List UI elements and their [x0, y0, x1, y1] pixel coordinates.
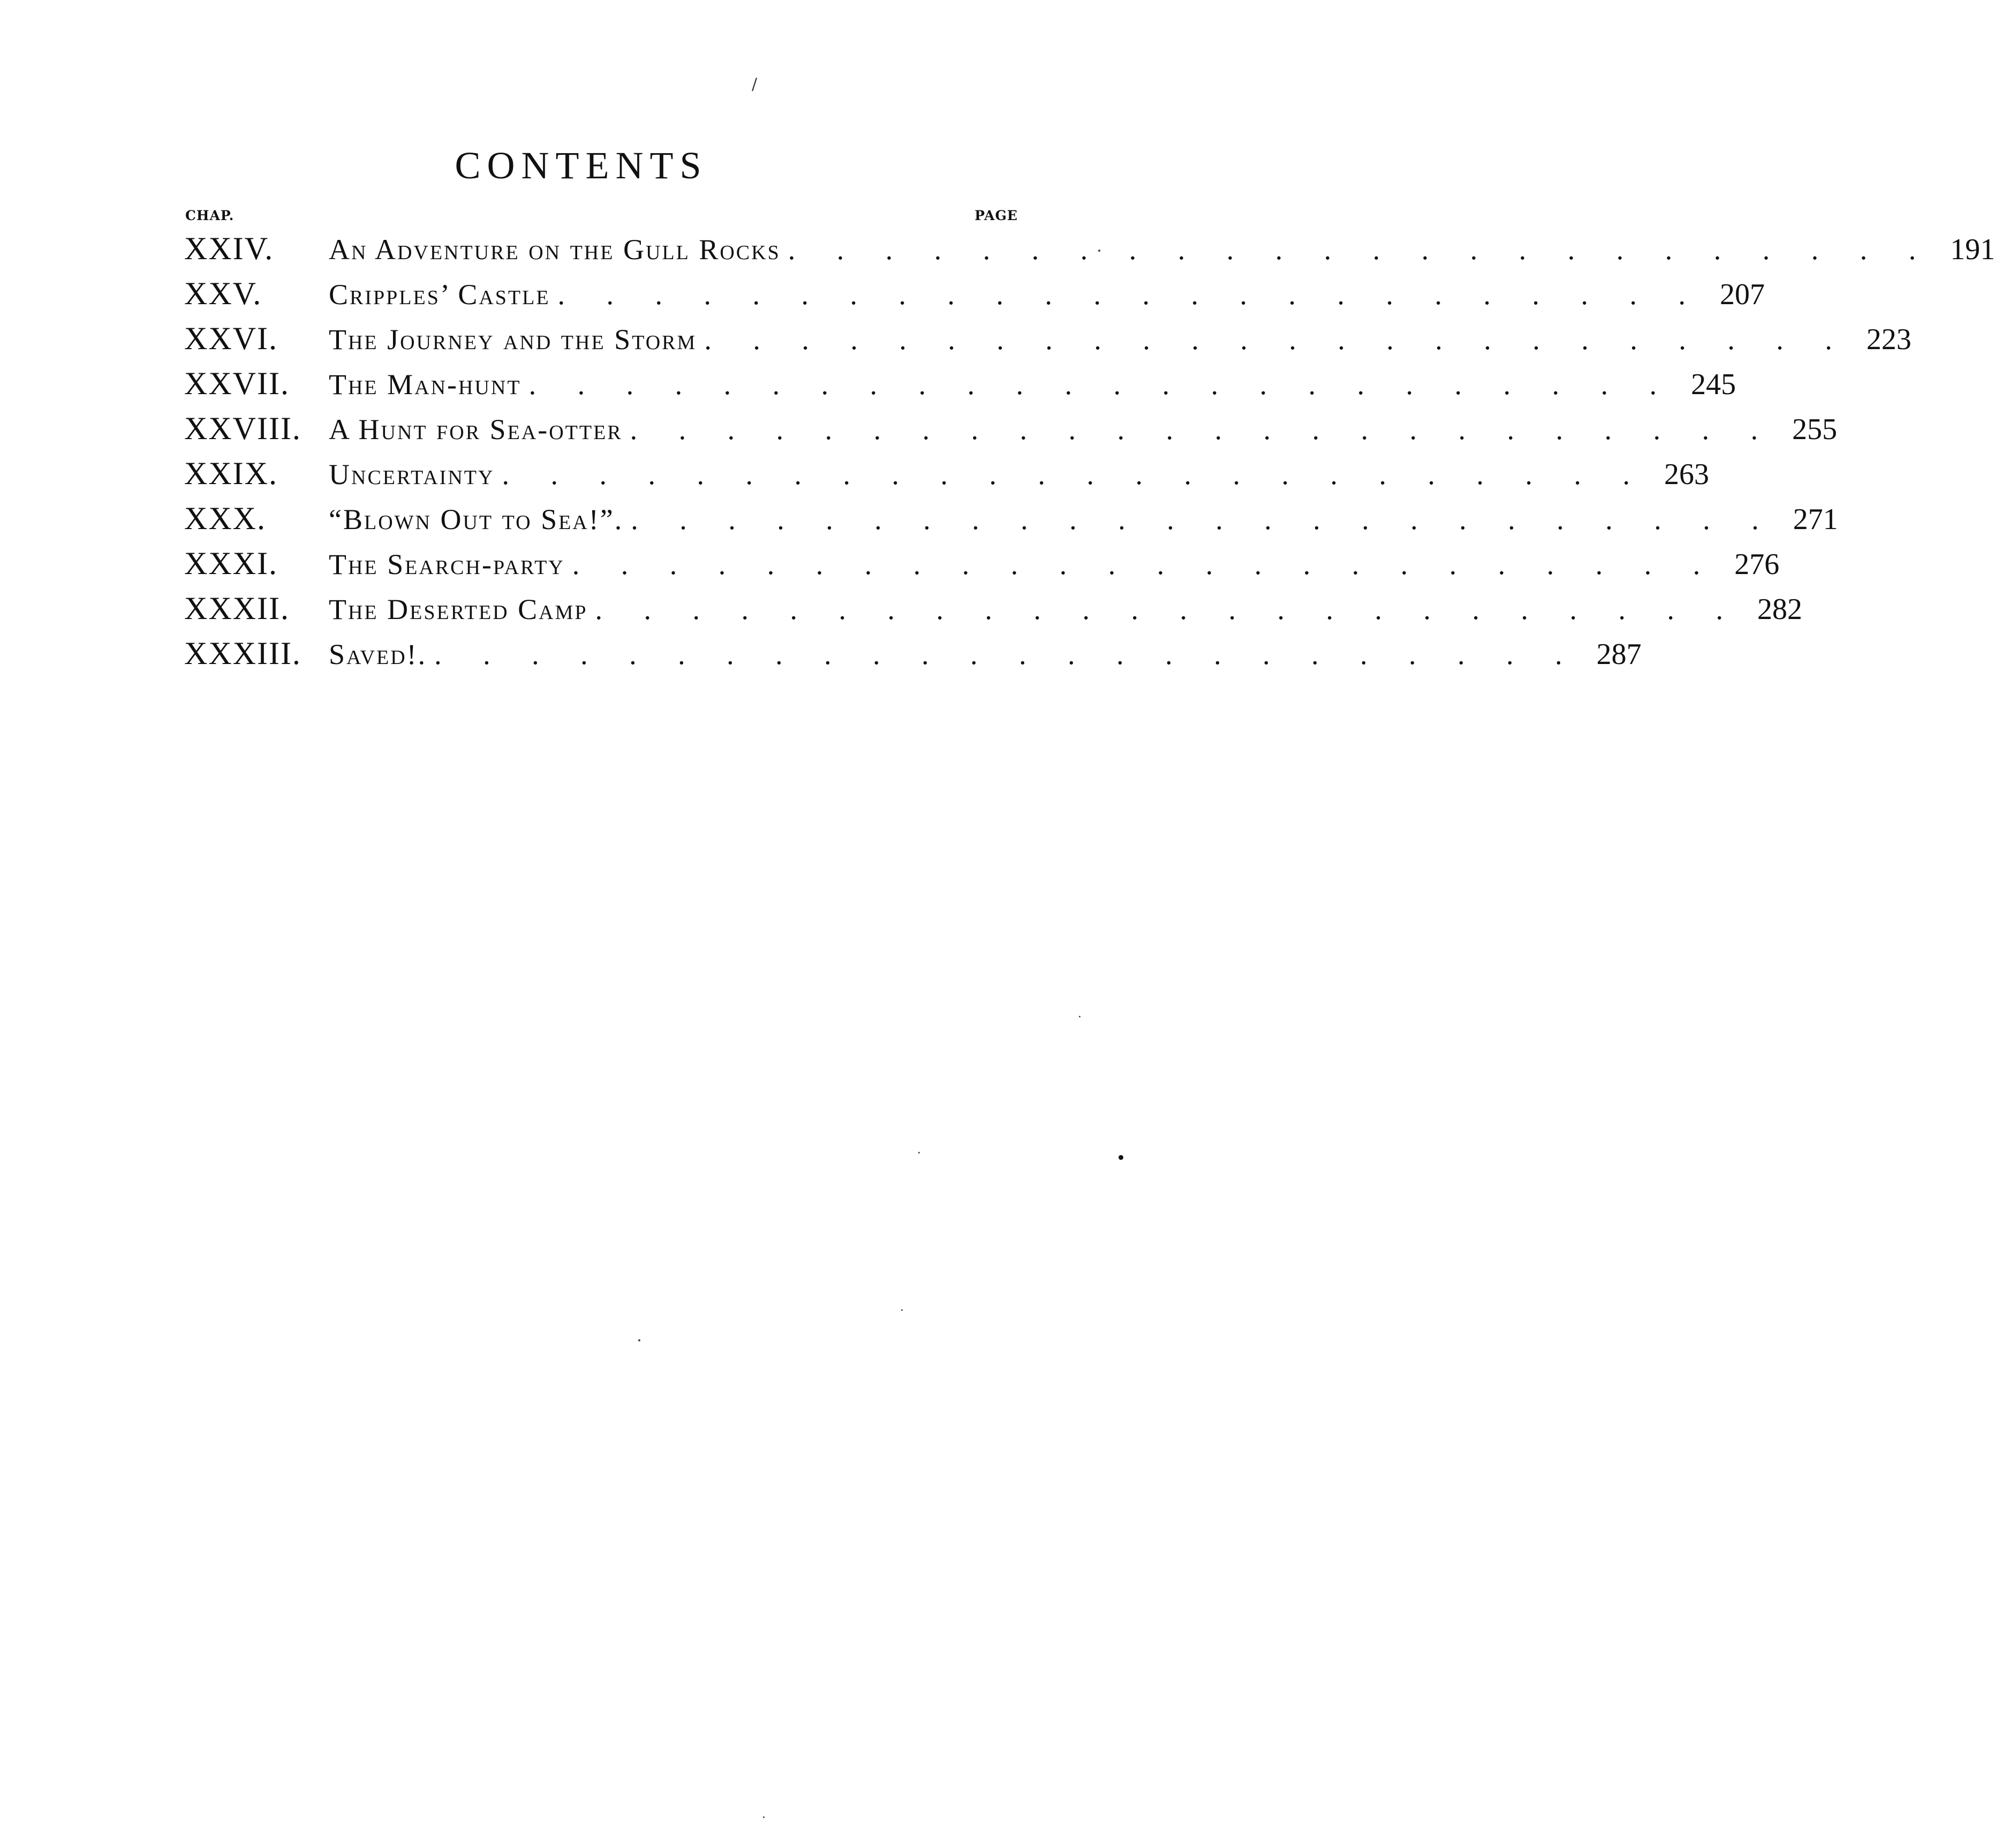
dot-leader: . . . . . . . . . . . . . . . . . . . . . . . . [788, 233, 1933, 266]
toc-entry [184, 271, 1765, 316]
toc-entry [184, 361, 1736, 406]
chapter-title: The Search-party [329, 542, 572, 587]
dot-leader: . . . . . . . . . . . . . . . . . . . . . . . . [595, 593, 1741, 625]
chapter-title: An Adventure on the Gull Rocks [329, 227, 788, 272]
scan-speck [1119, 1155, 1123, 1160]
toc-entry [184, 226, 1995, 271]
chapter-number: XXVIII. [184, 411, 301, 446]
page-number: 282 [1740, 587, 1802, 632]
page-number: 207 [1703, 272, 1765, 317]
page-number: 287 [1580, 632, 1642, 677]
chapter-number: XXXIII. [184, 636, 301, 671]
page-title: CONTENTS [455, 144, 708, 187]
chapter-title: Uncertainty [329, 452, 502, 497]
dot-leader: . . . . . . . . . . . . . . . . . . . . . . . . [704, 323, 1849, 356]
page-number: 191 [1933, 227, 1995, 272]
dot-leader: . . . . . . . . . . . . . . . . . . . . . . . . [631, 503, 1776, 535]
page-number: 276 [1717, 542, 1779, 587]
scan-speck [763, 1816, 765, 1818]
chapter-title: Cripples’ Castle [329, 272, 558, 317]
dot-leader: . . . . . . . . . . . . . . . . . . . . . . . . [528, 368, 1674, 401]
chapter-title: The Journey and the Storm [329, 317, 704, 362]
chapter-number: XXXI. [184, 546, 278, 581]
scan-speck [638, 1339, 640, 1341]
chapter-title: The Man-hunt [329, 362, 529, 407]
chapter-title: The Deserted Camp [329, 587, 595, 632]
toc-entry [184, 496, 1838, 541]
dot-leader: . . . . . . . . . . . . . . . . . . . . . . . . [572, 548, 1718, 580]
page-number: 223 [1849, 317, 1911, 362]
toc-entry [184, 406, 1838, 451]
scan-speck [918, 1152, 920, 1153]
page-mark: / [752, 75, 758, 94]
scan-speck [901, 1309, 903, 1311]
toc-entry [184, 316, 1911, 361]
chapter-column-label: CHAP. [185, 208, 235, 223]
toc-entry [184, 541, 1780, 586]
dot-leader: . . . . . . . . . . . . . . . . . . . . . . . . [502, 458, 1647, 491]
chapter-title: A Hunt for Sea-otter [329, 407, 630, 452]
chapter-number: XXX. [184, 501, 266, 536]
table-of-contents [184, 226, 1995, 676]
page-column-label: PAGE [974, 208, 1018, 223]
chapter-number: XXIV. [184, 231, 274, 266]
toc-entry [184, 586, 1803, 631]
chapter-number: XXXII. [184, 591, 290, 626]
scan-speck [1079, 1016, 1080, 1017]
chapter-title: Saved!. [329, 632, 434, 677]
dot-leader: . . . . . . . . . . . . . . . . . . . . . . . . [630, 413, 1775, 446]
page-number: 255 [1775, 407, 1837, 452]
chapter-number: XXVI. [184, 321, 278, 356]
chapter-number: XXV. [184, 276, 262, 311]
page-number: 271 [1776, 497, 1838, 542]
page-number: 263 [1647, 452, 1709, 497]
chapter-number: XXVII. [184, 366, 290, 401]
dot-leader: . . . . . . . . . . . . . . . . . . . . . . . . [557, 278, 1703, 311]
dot-leader: . . . . . . . . . . . . . . . . . . . . . . . . [434, 638, 1580, 670]
toc-entry [184, 451, 1709, 496]
toc-entry [184, 631, 1642, 676]
page-number: 245 [1674, 362, 1736, 407]
chapter-number: XXIX. [184, 456, 278, 491]
chapter-title: “Blown Out to Sea!”. [329, 497, 631, 542]
